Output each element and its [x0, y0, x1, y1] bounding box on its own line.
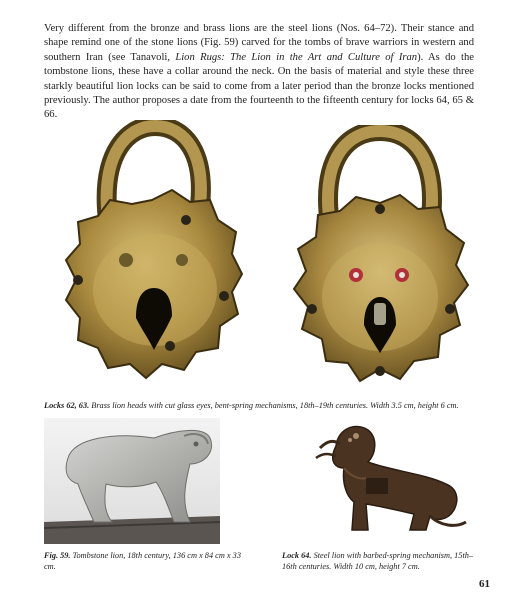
caption-locks-62-63-text: Brass lion heads with cut glass eyes, bent-spring mechanisms, 18th–19th centuries. Width 3.5 cm, height 6 cm. [89, 401, 459, 410]
body-text-part1: Very different from the bronze and brass lions are the steel lions (Nos. 64–72). Their stance and shape remind one of the stone lions (Fig. 59) carved for the tombs of brave warriors in western and southern Iran (see Tanavoli, [44, 23, 474, 63]
lock-62-photo [60, 120, 246, 390]
steel-lion-lock-64-photo [306, 418, 476, 544]
caption-fig-59-label: Fig. 59. [44, 551, 71, 560]
caption-locks-62-63-label: Locks 62, 63. [44, 401, 90, 410]
caption-lock-64-text: Steel lion with barbed-spring mechanism, 15th–16th centuries. Width 10 cm, height 7 cm. [282, 551, 474, 571]
caption-fig-59 [44, 551, 254, 572]
body-text-part2: ). As do the tombstone lions, these have a collar around the neck. On the basis of material and style these three starkly beautiful lion locks can be said to come from a later period than the bronze locks mentioned previously. The author proposes a date from the fourteenth to the fifteenth century for locks 64, 65 & 66. [44, 51, 474, 121]
caption-locks-62-63 [44, 401, 484, 412]
body-paragraph [44, 22, 474, 123]
lock-63-photo [290, 125, 470, 395]
caption-fig-59-text: Tombstone lion, 18th century, 136 cm x 84 cm x 33 cm. [44, 551, 241, 571]
tombstone-lion-photo [44, 418, 220, 544]
book-title: Lion Rugs: The Lion in the Art and Culture of Iran [175, 51, 418, 63]
page-number: 61 [479, 578, 490, 590]
caption-lock-64 [282, 551, 482, 572]
caption-lock-64-label: Lock 64. [282, 551, 312, 560]
